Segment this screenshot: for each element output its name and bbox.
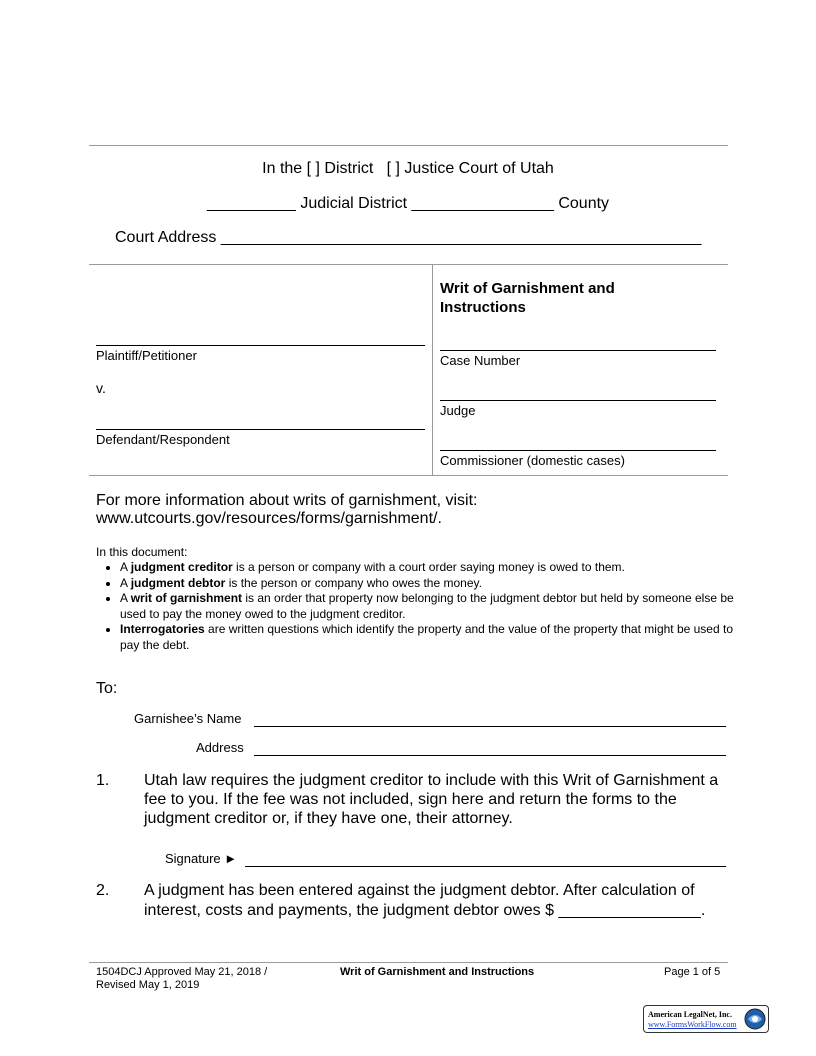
definitions-list	[96, 560, 740, 653]
defendant-label: Defendant/Respondent	[96, 432, 230, 447]
footer-form-id-line1: 1504DCJ Approved May 21, 2018 /	[96, 966, 268, 978]
logo-url: www.FormsWorkFlow.com	[648, 1020, 737, 1029]
footer-page-number: Page 1 of 5	[664, 966, 721, 978]
item-2-line1: A judgment has been entered against the judgment debtor. After calculation of	[144, 882, 695, 899]
item-1-line2: fee to you. If the fee was not included, sign here and return the forms to the	[144, 791, 677, 808]
document-title-line2: Instructions	[440, 299, 526, 316]
signature-line[interactable]	[245, 866, 726, 867]
court-address-label: Court Address	[115, 229, 217, 246]
item-2-number: 2.	[96, 882, 110, 899]
judge-label: Judge	[440, 403, 476, 418]
formsworkflow-logo[interactable]	[643, 1005, 769, 1033]
definition-interrogatories: • Interrogatories are written questions which identify the property and the value of the property that might be used to pay the debt.	[120, 622, 740, 653]
definition-judgment-creditor: • A judgment creditor is a person or company with a court order saying money is owed to them.	[120, 560, 740, 576]
term: judgment debtor	[130, 575, 226, 590]
commissioner-label: Commissioner (domestic cases)	[440, 453, 625, 468]
info-line1: For more information about writs of garnishment, visit:	[96, 492, 478, 509]
versus-label: v.	[96, 380, 106, 396]
county-blank: ________________	[411, 195, 554, 212]
caption-top-rule	[89, 264, 728, 265]
district-blank: __________	[206, 195, 296, 212]
signature-label: Signature ►	[165, 851, 238, 866]
term: Interrogatories	[120, 622, 205, 636]
caption-divider	[432, 264, 433, 475]
address-line[interactable]	[254, 755, 726, 756]
court-address-line	[115, 229, 701, 247]
garnishee-name-label: Garnishee’s Name	[134, 711, 242, 726]
judge-line[interactable]	[440, 400, 716, 401]
judicial-district-label: Judicial District	[300, 195, 408, 212]
globe-icon	[744, 1008, 766, 1030]
definition-judgment-debtor: • A judgment debtor is the person or company who owes the money.	[120, 576, 740, 592]
caption-bottom-rule	[89, 475, 728, 476]
case-number-label: Case Number	[440, 353, 521, 368]
item-1-number: 1.	[96, 772, 110, 789]
commissioner-line[interactable]	[440, 450, 716, 451]
definitions-intro: In this document:	[96, 545, 188, 559]
to-label: To:	[96, 680, 118, 697]
item-1-line3: judgment creditor or, if they have one, their attorney.	[144, 810, 513, 827]
term: judgment creditor	[130, 560, 233, 574]
plaintiff-label: Plaintiff/Petitioner	[96, 348, 197, 363]
garnishee-name-line[interactable]	[254, 726, 726, 727]
address-label: Address	[196, 740, 244, 755]
defendant-line[interactable]	[96, 429, 425, 430]
item-2-line2: interest, costs and payments, the judgment debtor owes $ ________________.	[144, 902, 706, 919]
item-1-line1: Utah law requires the judgment creditor to include with this Writ of Garnishment a	[144, 772, 719, 789]
court-line: In the [ ] District [ ] Justice Court of Utah	[262, 160, 554, 177]
case-number-line[interactable]	[440, 350, 716, 351]
footer-title: Writ of Garnishment and Instructions	[340, 966, 535, 978]
logo-company: American LegalNet, Inc.	[648, 1010, 732, 1019]
plaintiff-line[interactable]	[96, 345, 425, 346]
court-address-blank: ______________________________________________________	[220, 229, 702, 246]
county-label: County	[558, 195, 610, 212]
district-county-line	[0, 195, 816, 213]
term: writ of garnishment	[130, 591, 243, 605]
footer-form-id-line2: Revised May 1, 2019	[96, 979, 200, 991]
definition-writ-of-garnishment: • A writ of garnishment is an order that property now belonging to the judgment debtor but held by someone else be used to pay the money owed to the judgment creditor.	[120, 591, 740, 622]
info-url[interactable]: www.utcourts.gov/resources/forms/garnishment/.	[96, 510, 442, 527]
top-rule	[89, 145, 728, 146]
footer-rule	[89, 962, 728, 963]
document-title-line1: Writ of Garnishment and	[440, 280, 615, 297]
